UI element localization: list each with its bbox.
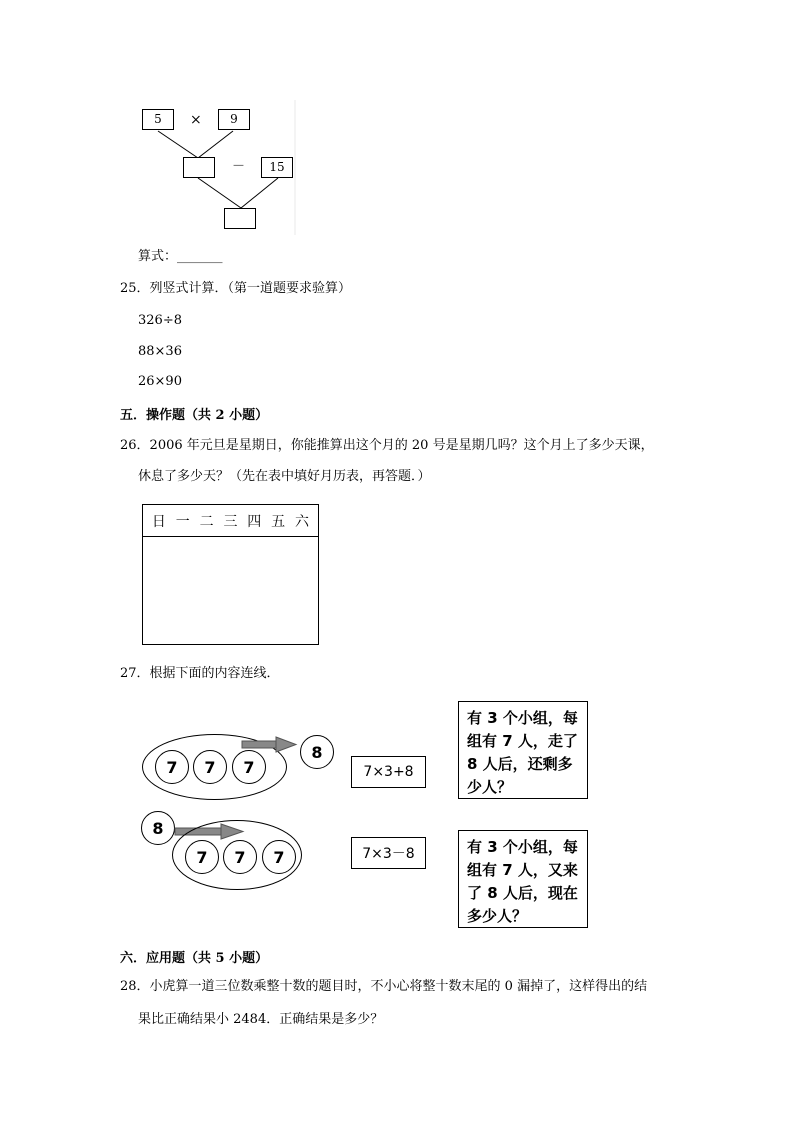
minus-sign: － (232, 159, 246, 174)
weekday-sat: 六 (294, 513, 309, 530)
tree-box-15: 15 (261, 157, 293, 178)
section-5-heading: 五．操作题（共 2 小题） (120, 408, 269, 423)
weekday-mon: 一 (175, 513, 190, 530)
formula-blank[interactable]: _______ (177, 249, 223, 264)
q26-line-2: 休息了多少天？（先在表中填好月历表，再答题．） (138, 469, 431, 484)
weekday-fri: 五 (271, 513, 286, 530)
group-1-out-circle: 8 (300, 735, 334, 769)
weekday-wed: 三 (223, 513, 238, 530)
group-1-circle-3: 7 (232, 750, 266, 784)
tree-box-9: 9 (218, 109, 250, 130)
group-2-circle-1: 7 (185, 840, 219, 874)
tree-box-5: 5 (142, 109, 174, 130)
expr-box-minus[interactable]: 7×3－8 (351, 837, 426, 869)
tree-blank-box-product[interactable] (183, 157, 215, 178)
weekday-thu: 四 (247, 513, 262, 530)
group-1-circle-1: 7 (155, 750, 189, 784)
story-box-left[interactable]: 有 3 个小组，每 组有 7 人，走了 8 人后，还剩多 少人？ (458, 701, 588, 799)
expr-box-plus[interactable]: 7×3+8 (351, 756, 426, 788)
q25-title: 25．列竖式计算．（第一道题要求验算） (120, 281, 352, 296)
times-sign: × (190, 112, 202, 128)
tree-blank-box-result[interactable] (224, 208, 256, 229)
calendar-table (142, 504, 319, 645)
story-box-came[interactable]: 有 3 个小组，每 组有 7 人，又来 了 8 人后，现在 多少人？ (458, 830, 588, 928)
formula-label: 算式：_______ (138, 249, 223, 264)
group-2-circle-3: 7 (262, 840, 296, 874)
group-2-in-circle: 8 (141, 811, 175, 845)
weekday-sun: 日 (151, 513, 166, 530)
weekday-tue: 二 (199, 513, 214, 530)
q26-line-1: 26．2006 年元旦是星期日，你能推算出这个月的 20 号是星期几吗？这个月上了多少天课， (120, 438, 654, 453)
section-6-heading: 六．应用题（共 5 小题） (120, 951, 269, 966)
q28-line-2: 果比正确结果小 2484．正确结果是多少？ (138, 1012, 384, 1027)
group-2-circle-2: 7 (223, 840, 257, 874)
calendar-body[interactable] (143, 537, 318, 645)
q25-item-3: 26×90 (138, 374, 182, 389)
q28-line-1: 28．小虎算一道三位数乘整十数的题目时，不小心将整十数末尾的 0 漏掉了，这样得出的结 (120, 979, 648, 994)
q25-item-2: 88×36 (138, 344, 182, 359)
q27-title: 27．根据下面的内容连线． (120, 666, 280, 681)
group-1-circle-2: 7 (193, 750, 227, 784)
calendar-header-row (143, 505, 318, 537)
q25-item-1: 326÷8 (138, 313, 182, 328)
arrow-right-icon (240, 735, 300, 755)
